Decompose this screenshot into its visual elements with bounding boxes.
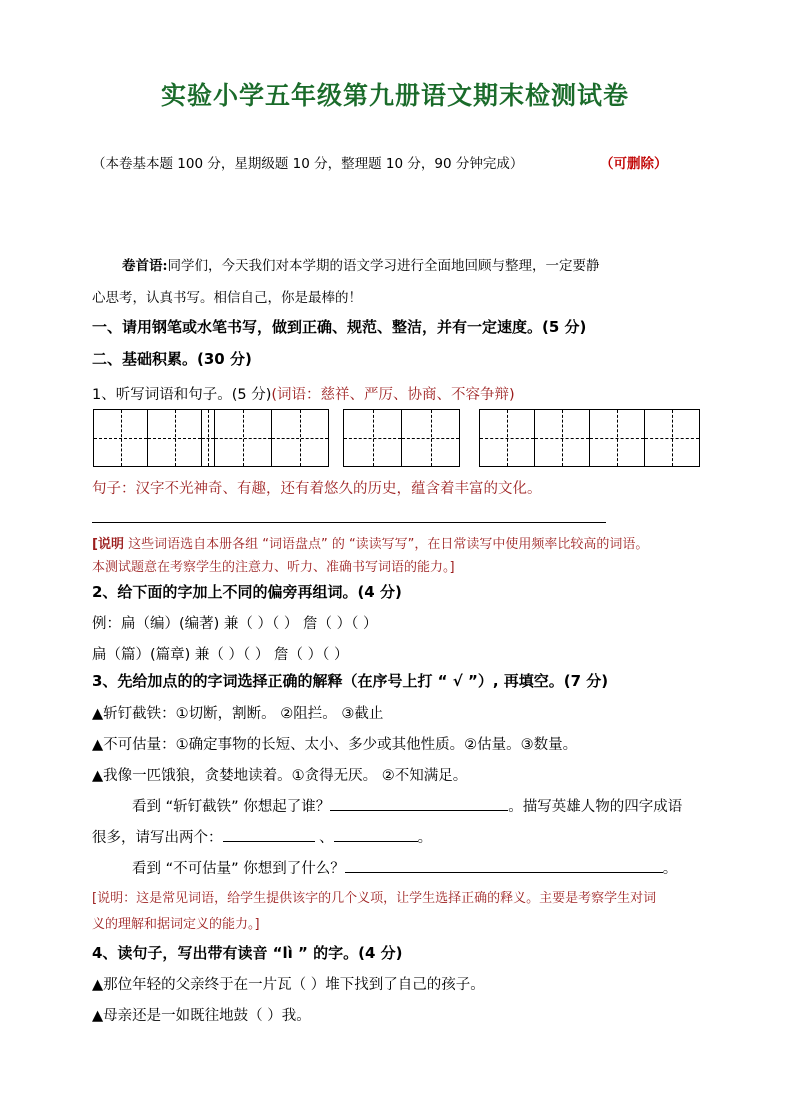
- q1-note-label: [说明: [92, 537, 124, 552]
- q3-fill3-prompt: 看到 “不可估量” 你想到了什么？: [132, 861, 345, 877]
- q1-answer-line[interactable]: [92, 522, 606, 523]
- writing-grid-1[interactable]: [93, 409, 329, 467]
- q1-note-text: 这些词语选自本册各组 “词语盘点” 的 “读读写写”，在日常读写中使用频率比较高的词语。: [123, 537, 649, 552]
- grid-cell[interactable]: [94, 410, 148, 466]
- removable-tag: （可删除）: [600, 156, 668, 172]
- q3-fill3-blank[interactable]: [345, 858, 663, 873]
- q3-fill1-prompt: 看到 “斩钉截铁” 你想起了谁？: [132, 799, 331, 815]
- grid-cell[interactable]: [402, 410, 459, 466]
- q1-note-line2: 本测试题意在考察学生的注意力、听力、准确书写词语的能力。]: [92, 560, 455, 575]
- preface-line2: 心思考，认真书写。相信自己，你是最棒的！: [92, 290, 362, 306]
- grid-cell[interactable]: [344, 410, 402, 466]
- q3-note-line1: [说明：这是常见词语，给学生提供该字的几个义项，让学生选择正确的释义。主要是考察学生对词: [92, 891, 657, 906]
- q3-heading: 3、先给加点的的字词选择正确的解释（在序号上打 “ √ ”）, 再填空。(7 分): [92, 672, 609, 690]
- q3-note-line2: 义的理解和据词定义的能力。]: [92, 917, 260, 932]
- section-1-heading: 一、请用钢笔或水笔书写，做到正确、规范、整洁，并有一定速度。(5 分): [92, 318, 587, 336]
- q3-item3: ▲我像一匹饿狼，贪婪地读着。①贪得无厌。 ②不知满足。: [92, 768, 468, 784]
- q4-item2: ▲母亲还是一如既往地鼓（ ）我。: [92, 1008, 311, 1024]
- preface-line1: [122, 254, 599, 274]
- q2-row1: 例：扁（编）(编著) 兼（ ）（ ） 詹（ ）（ ）: [92, 616, 378, 632]
- q3-fill3-end: 。: [662, 861, 678, 877]
- q1-note-line1: [92, 533, 648, 552]
- q3-item1: ▲斩钉截铁：①切断，割断。 ②阻拦。 ③截止: [92, 706, 384, 722]
- q3-item2: ▲不可估量：①确定事物的长短、太小、多少或其他性质。②估量。③数量。: [92, 737, 578, 753]
- q1-title: 1、听写词语和句子。(5 分): [92, 387, 272, 403]
- grid-cell[interactable]: [272, 410, 328, 466]
- q3-fill2-prompt: 很多，请写出两个：: [92, 830, 223, 846]
- grid-cell[interactable]: [590, 410, 645, 466]
- q3-fill1: [132, 795, 682, 816]
- q1-heading: [92, 383, 515, 404]
- q3-fill2-blank2[interactable]: [334, 827, 418, 842]
- writing-grid-2[interactable]: [343, 409, 460, 467]
- grid-cell[interactable]: [215, 410, 272, 466]
- q3-fill1-suffix: 。描写英雄人物的四字成语: [508, 799, 683, 815]
- q3-fill2-blank1[interactable]: [223, 827, 315, 842]
- q4-heading: 4、读句子，写出带有读音 “lì ” 的字。(4 分): [92, 944, 403, 962]
- q3-fill2-end: 。: [417, 830, 433, 846]
- grid-cell[interactable]: [645, 410, 699, 466]
- grid-cell[interactable]: [480, 410, 535, 466]
- section-2-heading: 二、基础积累。(30 分): [92, 350, 252, 368]
- q3-fill2: [92, 826, 432, 847]
- preface-label: 卷首语:: [122, 258, 168, 274]
- writing-grid-3[interactable]: [479, 409, 700, 467]
- subtitle: （本卷基本题 100 分，星期级题 10 分，整理题 10 分，90 分钟完成）: [92, 156, 524, 172]
- grid-cell[interactable]: [148, 410, 202, 466]
- page-title: 实验小学五年级第九册语文期末检测试卷: [160, 81, 629, 110]
- q1-words: (词语：慈祥、严厉、协商、不容争辩): [271, 387, 515, 403]
- q1-sentence: 句子：汉字不光神奇、有趣，还有着悠久的历史，蕴含着丰富的文化。: [92, 481, 542, 497]
- preface-text1: 同学们，今天我们对本学期的语文学习进行全面地回顾与整理，一定要静: [167, 258, 600, 274]
- q3-fill3: [132, 857, 677, 878]
- grid-gap: [202, 410, 215, 466]
- q2-heading: 2、给下面的字加上不同的偏旁再组词。(4 分): [92, 583, 402, 601]
- grid-cell[interactable]: [535, 410, 590, 466]
- q2-row2: 扁（篇）(篇章) 兼（ ）（ ） 詹（ ）（ ）: [92, 647, 349, 663]
- q3-fill2-sep: 、: [314, 830, 334, 846]
- q4-item1: ▲那位年轻的父亲终于在一片瓦（ ）堆下找到了自己的孩子。: [92, 977, 485, 993]
- q3-fill1-blank[interactable]: [330, 796, 508, 811]
